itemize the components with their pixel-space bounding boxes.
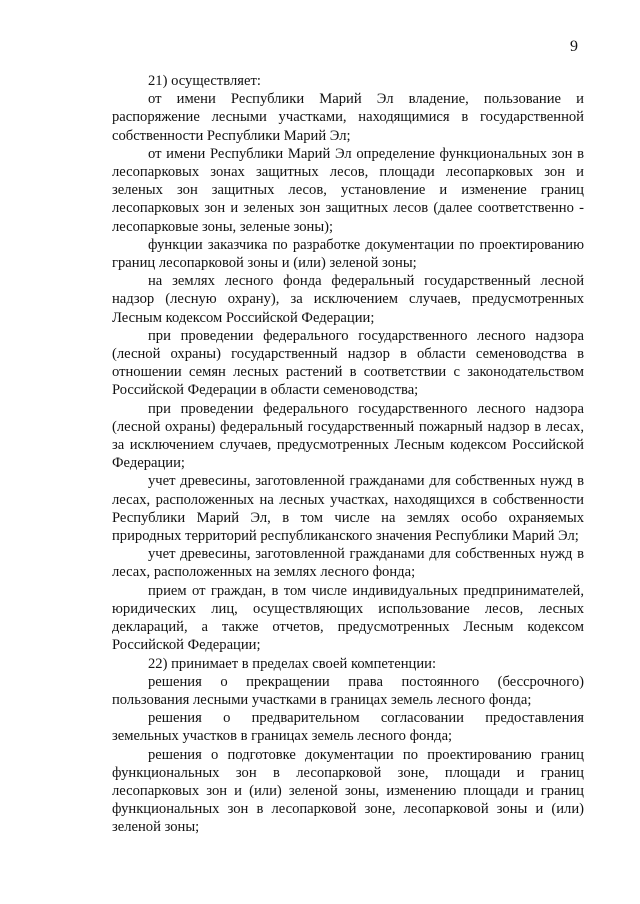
paragraph: при проведении федерального государственного лесного надзора (лесной охраны) государственный надзор в области семеноводства в отношении семян лесных растений в соответствии с законодательством Российской Федерации в области семеноводства;: [112, 327, 584, 399]
paragraph: решения о подготовке документации по проектированию границ функциональных зон в лесопарковой зоне, площади и границ лесопарковых зон и (или) зеленой зоны, изменению площади и границ функциональных зон в лесопарковой зоне, лесопарковой зоны и (или) зеленой зоны;: [112, 746, 584, 836]
page-number: 9: [570, 38, 578, 55]
paragraph-22-heading: 22) принимает в пределах своей компетенции:: [148, 655, 437, 672]
paragraph: функции заказчика по разработке документации по проектированию границ лесопарковой зоны и (или) зеленой зоны;: [112, 236, 584, 272]
paragraph: решения о прекращении права постоянного (бессрочного) пользования лесными участками в границах земель лесного фонда;: [112, 673, 584, 708]
paragraph: прием от граждан, в том числе индивидуальных предпринимателей, юридических лиц, осуществляющих использование лесов, лесных деклараций, а также отчетов, предусмотренных Лесным кодексом Российской Федерации;: [112, 582, 584, 654]
paragraph-21-heading: 21) осуществляет:: [148, 73, 261, 89]
paragraph: учет древесины, заготовленной гражданами для собственных нужд в лесах, расположенных на землях лесного фонда;: [112, 546, 584, 581]
paragraph: при проведении федерального государственного лесного надзора (лесной охраны) федеральный государственный пожарный надзор в лесах, за исключением случаев, предусмотренных Лесным кодексом Российской Федерации;: [112, 400, 584, 472]
paragraph: учет древесины, заготовленной гражданами для собственных нужд в лесах, расположенных на лесных участках, находящихся в собственности Республики Марий Эл, в том числе на землях особо охраняемых природных территорий республиканского значения Республики Марий Эл;: [112, 473, 584, 545]
paragraph: от имени Республики Марий Эл владение, пользование и распоряжение лесными участками, находящимися в государственной собственности Республики Марий Эл;: [112, 91, 584, 144]
paragraph: на землях лесного фонда федеральный государственный лесной надзор (лесную охрану), за исключением случаев, предусмотренных Лесным кодексом Российской Федерации;: [112, 273, 584, 326]
paragraph: от имени Республики Марий Эл определение функциональных зон в лесопарковых зонах защитных лесов, площади лесопарковых зон и зеленых зон защитных лесов, установление и изменение границ лесопарковых зон и зеленых зон защитных лесов (далее соответственно - лесопарковые зоны, зеленые зоны);: [112, 145, 584, 235]
document-body: [112, 72, 584, 837]
paragraph: решения о предварительном согласовании предоставления земельных участков в границах земель лесного фонда;: [112, 710, 584, 745]
